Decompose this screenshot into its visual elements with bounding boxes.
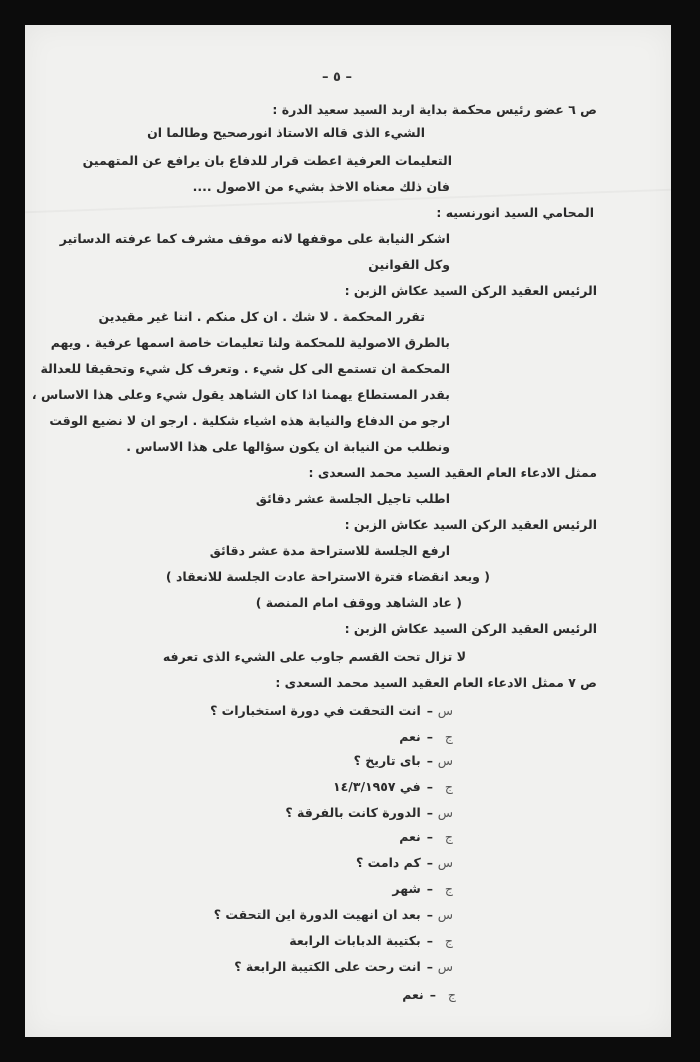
paragraph-line: تقرر المحكمة . لا شك . ان كل منكم . اننا غير مقيدين [98,309,425,324]
qa-text: الدورة كانت بالفرقة ؟ [285,805,421,820]
paragraph-line: ارفع الجلسة للاستراحة مدة عشر دقائق [209,543,450,558]
qa-line: ج–في ١٤/٣/١٩٥٧ [333,779,453,794]
paragraph-line: اشكر النيابة على موقفها لانه موقف مشرف كما عرفته الدساتير [59,231,450,246]
qa-tag: س [437,855,453,870]
stage-note: ( عاد الشاهد ووقف امام المنصة ) [255,595,462,610]
qa-line: ج–نعم [402,987,456,1002]
paragraph-line: اطلب تاجيل الجلسة عشر دقائق [255,491,450,506]
speaker-heading: المحامي السيد انورنسيه : [436,205,594,220]
paragraph-line: ارجو من الدفاع والنيابة هذه اشياء شكلية . ارجو ان لا نضيع الوقت [49,413,450,428]
paragraph-line: فان ذلك معناه الاخذ بشيء من الاصول .... [192,179,450,194]
qa-text: انت التحقت في دورة استخبارات ؟ [210,703,421,718]
paragraph-line: لا تزال تحت القسم جاوب على الشيء الذى تعرفه [162,649,466,664]
qa-line: س–الدورة كانت بالفرقة ؟ [285,805,453,820]
qa-text: في ١٤/٣/١٩٥٧ [333,779,421,794]
qa-line: س–باى تاريخ ؟ [353,753,453,768]
stage-note: ( وبعد انقضاء فترة الاستراحة عادت الجلسة للانعقاد ) [165,569,490,584]
qa-tag: س [437,907,453,922]
qa-tag: س [437,753,453,768]
qa-text: نعم [399,729,421,744]
qa-tag: س [437,703,453,718]
qa-line: س–انت التحقت في دورة استخبارات ؟ [210,703,453,718]
qa-text: باى تاريخ ؟ [353,753,421,768]
qa-text: نعم [402,987,424,1002]
qa-line: س–بعد ان انهيت الدورة اين التحقت ؟ [213,907,453,922]
speaker-heading: الرئيس العقيد الركن السيد عكاش الزبن : [344,517,597,532]
paragraph-line: ونطلب من النيابة ان يكون سؤالها على هذا الاساس . [126,439,450,454]
qa-line: س–انت رحت على الكتيبة الرابعة ؟ [234,959,453,974]
qa-tag: ج [444,829,453,844]
qa-text: كم دامت ؟ [356,855,421,870]
paragraph-line: بالطرق الاصولية للمحكمة ولنا تعليمات خاصة اسمها عرفية . ويهم [50,335,450,350]
speaker-heading: ص ٧ ممثل الادعاء العام العقيد السيد محمد السعدى : [275,675,597,690]
speaker-heading: ص ٦ عضو رئيس محكمة بداية اربد السيد سعيد الدرة : [272,102,597,117]
page-number: – ٥ – [322,70,352,85]
paragraph-line: التعليمات العرفية اعطت قرار للدفاع بان يرافع عن المتهمين [82,153,452,168]
qa-tag: س [437,959,453,974]
qa-text: بكتيبة الدبابات الرابعة [289,933,421,948]
qa-text: نعم [399,829,421,844]
qa-line: ج–بكتيبة الدبابات الرابعة [289,933,453,948]
qa-text: بعد ان انهيت الدورة اين التحقت ؟ [213,907,421,922]
paragraph-line: الشيء الذى قاله الاستاذ انورصحيح وطالما ان [147,125,425,140]
qa-text: شهر [392,881,421,896]
paragraph-line: بقدر المستطاع يهمنا اذا كان الشاهد يقول شيء وعلى هذا الاساس ، [31,387,450,402]
qa-tag: ج [447,987,456,1002]
qa-tag: ج [444,881,453,896]
speaker-heading: الرئيس العقيد الركن السيد عكاش الزبن : [344,283,597,298]
qa-line: ج–نعم [399,729,453,744]
qa-tag: س [437,805,453,820]
speaker-heading: الرئيس العقيد الركن السيد عكاش الزبن : [344,621,597,636]
qa-tag: ج [444,933,453,948]
qa-line: ج–نعم [399,829,453,844]
qa-tag: ج [444,779,453,794]
speaker-heading: ممثل الادعاء العام العقيد السيد محمد السعدى : [308,465,597,480]
qa-tag: ج [444,729,453,744]
qa-line: س–كم دامت ؟ [356,855,453,870]
paragraph-line: وكل القوانين [368,257,450,272]
qa-text: انت رحت على الكتيبة الرابعة ؟ [234,959,421,974]
qa-line: ج–شهر [392,881,453,896]
paragraph-line: المحكمة ان تستمع الى كل شيء . وتعرف كل شيء وتحقيقا للعدالة [40,361,450,376]
